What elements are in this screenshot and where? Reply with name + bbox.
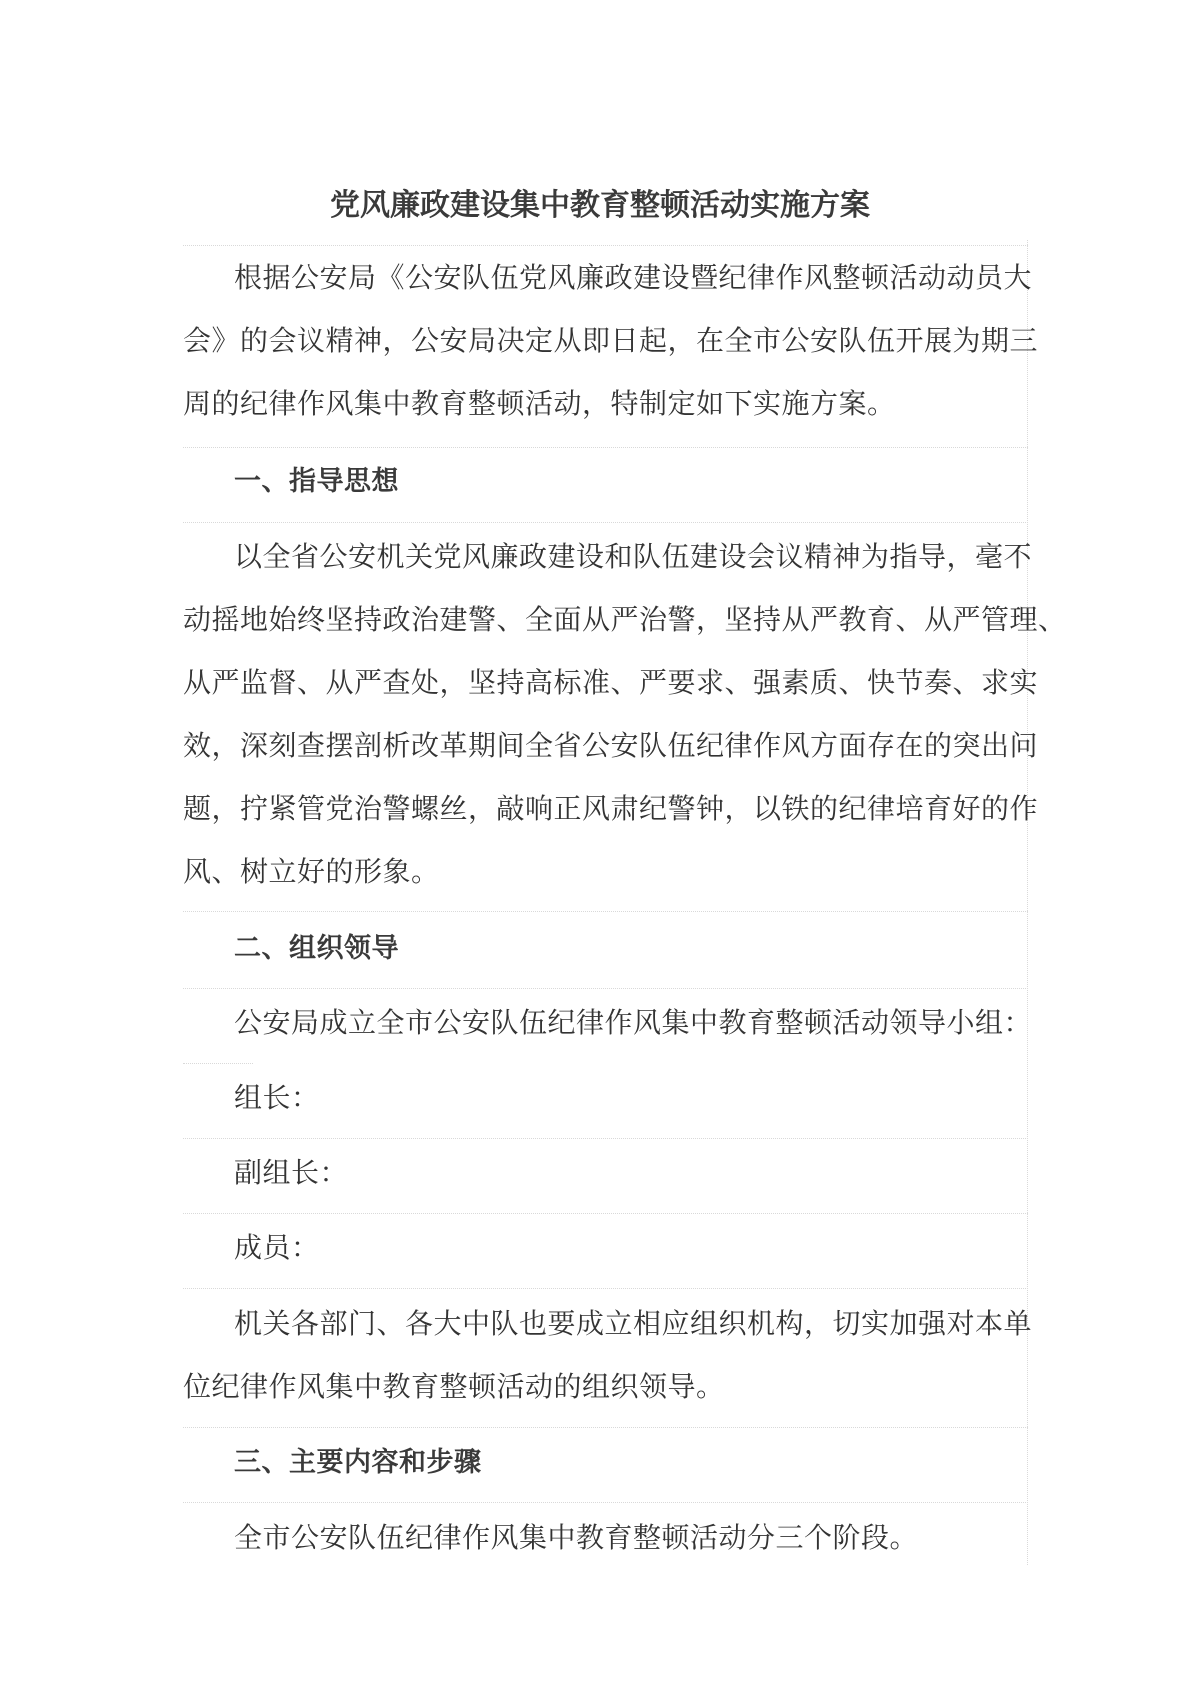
section1-line: 效，深刻查摆剖析改革期间全省公安队伍纪律作风方面存在的突出问	[183, 729, 1039, 762]
members-label: 成员：	[234, 1231, 320, 1264]
intro-line: 根据公安局《公安队伍党风廉政建设暨纪律作风整顿活动动员大	[234, 261, 1033, 294]
separator	[183, 447, 1028, 448]
document-title: 党风廉政建设集中教育整顿活动实施方案	[330, 188, 870, 223]
section1-line: 以全省公安机关党风廉政建设和队伍建设会议精神为指导，毫不	[234, 540, 1033, 573]
group-leader-label: 组长：	[234, 1081, 320, 1114]
separator	[183, 1427, 1028, 1428]
section-heading-organization: 二、组织领导	[234, 933, 399, 964]
section1-line: 动摇地始终坚持政治建警、全面从严治警，坚持从严教育、从严管理、	[183, 603, 1067, 636]
section-heading-content-steps: 三、主要内容和步骤	[234, 1447, 482, 1478]
section2-intro: 公安局成立全市公安队伍纪律作风集中教育整顿活动领导小组：	[234, 1006, 1033, 1039]
separator	[183, 1063, 253, 1064]
section-heading-guiding-ideology: 一、指导思想	[234, 466, 399, 497]
separator	[183, 1288, 1028, 1289]
section2-line: 机关各部门、各大中队也要成立相应组织机构，切实加强对本单	[234, 1307, 1033, 1340]
separator	[183, 1213, 1028, 1214]
separator	[183, 911, 1028, 912]
separator	[183, 1138, 1028, 1139]
deputy-leader-label: 副组长：	[234, 1156, 349, 1189]
separator	[183, 245, 1028, 246]
separator	[183, 1502, 1028, 1503]
section3-intro: 全市公安队伍纪律作风集中教育整顿活动分三个阶段。	[234, 1521, 919, 1554]
section2-line: 位纪律作风集中教育整顿活动的组织领导。	[183, 1370, 725, 1403]
intro-line: 周的纪律作风集中教育整顿活动，特制定如下实施方案。	[183, 387, 896, 420]
section1-line: 风、树立好的形象。	[183, 855, 440, 888]
separator	[183, 988, 1028, 989]
separator	[183, 522, 1028, 523]
intro-line: 会》的会议精神，公安局决定从即日起，在全市公安队伍开展为期三	[183, 324, 1039, 357]
section1-line: 题，拧紧管党治警螺丝，敲响正风肃纪警钟，以铁的纪律培育好的作	[183, 792, 1039, 825]
section1-line: 从严监督、从严查处，坚持高标准、严要求、强素质、快节奏、求实	[183, 666, 1039, 699]
